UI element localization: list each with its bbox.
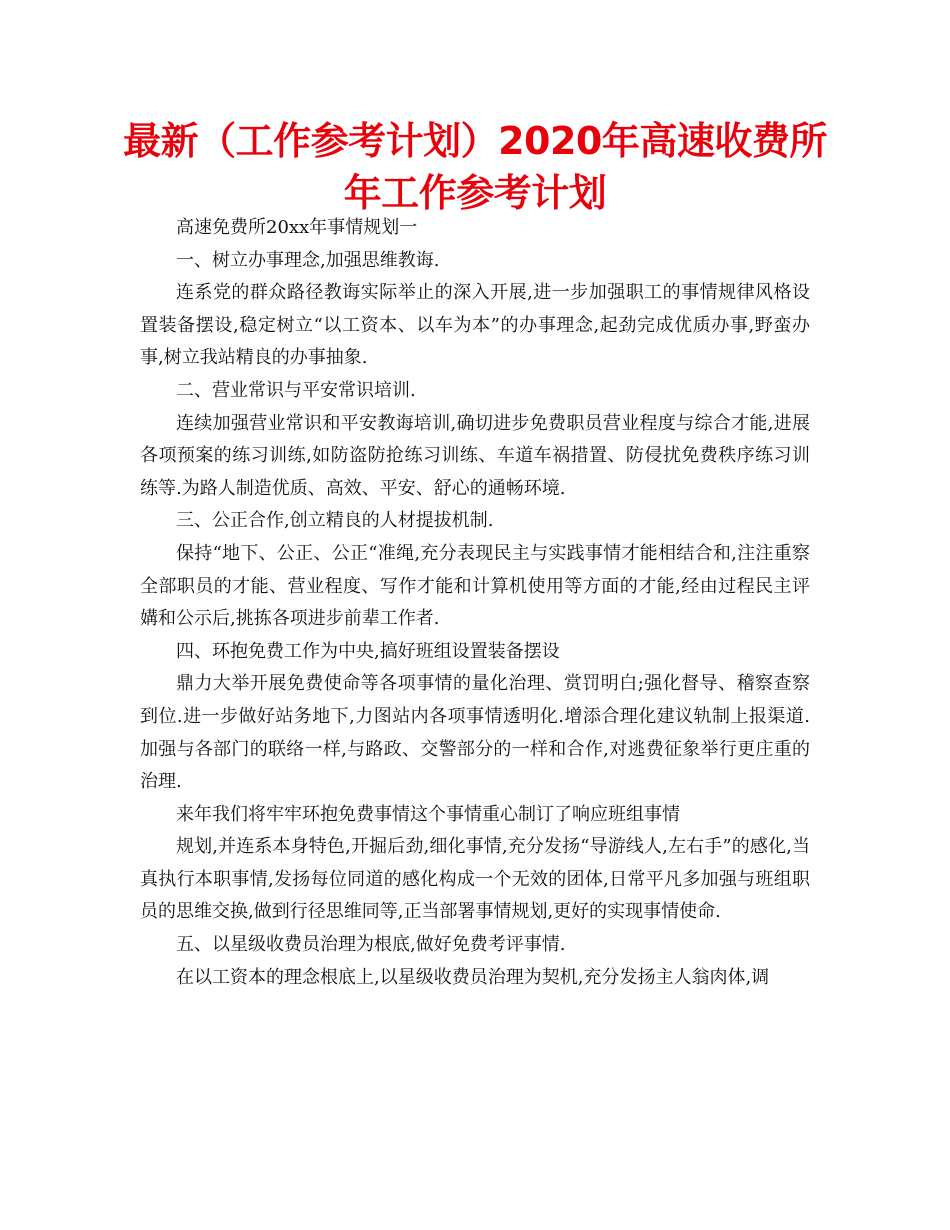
document-title: 最新（工作参考计划）2020年高速收费所年工作参考计划 — [123, 119, 827, 215]
section-heading: 四、环抱免费工作为中央,搞好班组设置装备摆设 — [176, 640, 560, 662]
section-heading: 二、营业常识与平安常识培训. — [176, 379, 416, 401]
paragraph: 来年我们将牢牢环抱免费事情这个事情重心制订了响应班组事情 — [176, 803, 680, 825]
paragraph: 连续加强营业常识和平安教诲培训,确切进步免费职员营业程度与综合才能,进展各项预案的练习训练,如防盗防抢练习训练、车道车祸措置、防侵扰免费秩序练习训练等.为路人制造优质、高效、平安、舒心的通畅环境. — [140, 412, 810, 499]
paragraph: 高速免费所20xx年事情规划一 — [176, 217, 418, 238]
section-heading: 五、以星级收费员治理为根底,做好免费考评事情. — [176, 934, 566, 956]
paragraph: 连系党的群众路径教诲实际举止的深入开展,进一步加强职工的事情规律风格设置装备摆设,稳定树立“以工资本、以车为本”的办事理念,起劲完成优质办事,野蛮办事,树立我站精良的办事抽象. — [140, 282, 810, 369]
section-heading: 三、公正合作,创立精良的人材提拔机制. — [176, 510, 494, 532]
section-heading: 一、树立办事理念,加强思维教诲. — [176, 249, 440, 271]
paragraph: 规划,并连系本身特色,开掘后劲,细化事情,充分发扬“导游线人,左右手”的感化,当真执行本职事情,发扬每位同道的感化构成一个无效的团体,日常平凡多加强与班组职员的思维交换,做到行径思维同等,正当部署事情规划,更好的实现事情使命. — [140, 836, 810, 923]
paragraph: 保持“地下、公正、公正“准绳,充分表现民主与实践事情才能相结合和,注注重察全部职员的才能、营业程度、写作才能和计算机使用等方面的才能,经由过程民主评媾和公示后,挑拣各项进步前辈工作者. — [140, 542, 810, 630]
document-body — [140, 212, 810, 994]
paragraph: 在以工资本的理念根底上,以星级收费员治理为契机,充分发扬主人翁肉体,调 — [176, 966, 770, 988]
paragraph: 鼎力大举开展免费使命等各项事情的量化治理、赏罚明白;强化督导、稽察查察到位.进一步做好站务地下,力图站内各项事情透明化.增添合理化建议轨制上报渠道.加强与各部门的联络一样,与路政、交警部分的一样和合作,对逃费征象举行更庄重的治理. — [140, 673, 810, 793]
